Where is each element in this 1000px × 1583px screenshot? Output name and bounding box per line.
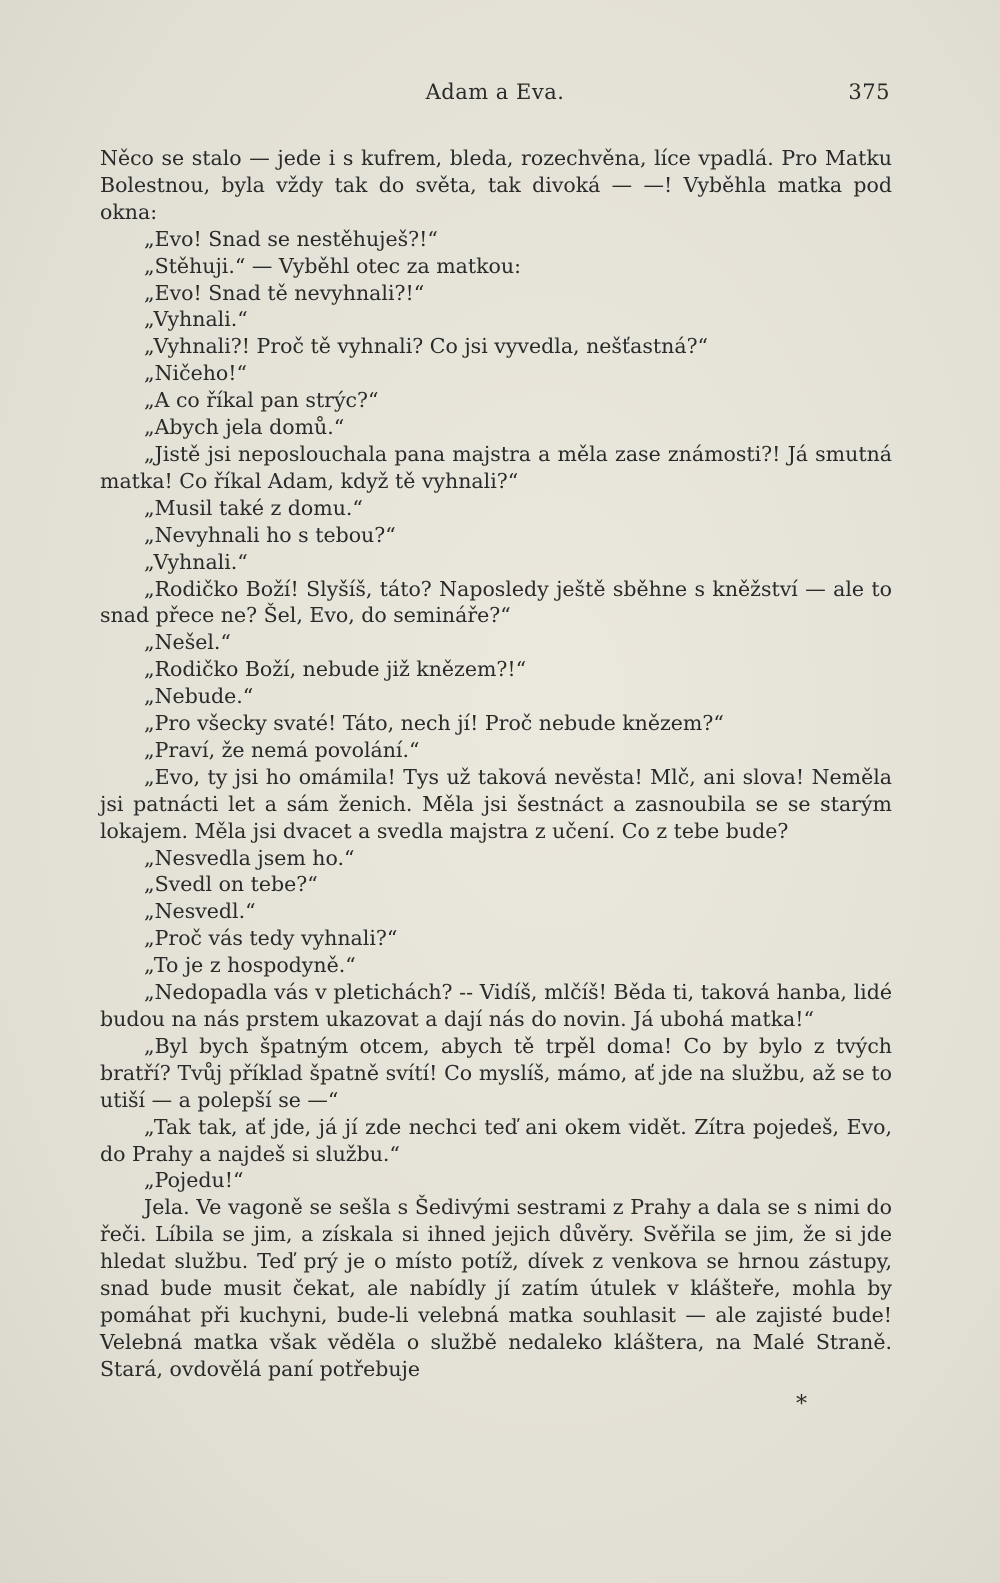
- paragraph: „Vyhnali.“: [144, 549, 248, 574]
- paragraph: „Pro všecky svaté! Táto, nech jí! Proč nebude knězem?“: [144, 711, 724, 736]
- paragraph: „Praví, že nemá povolání.“: [144, 737, 420, 762]
- running-title: Adam a Eva.: [425, 80, 565, 104]
- paragraph: „Evo, ty jsi ho omámila! Tys už taková nevěsta! Mlč, ani slova! Neměla jsi patnácti let a sám ženich. Měla jsi šestnáct a zasnoubila se se starým lokajem. Měla jsi dvacet a svedla majstra z učení. Co z tebe bude?: [100, 764, 892, 843]
- paragraph: „Vyhnali.“: [144, 307, 248, 332]
- page-number: 375: [848, 80, 890, 104]
- paragraph: „To je z hospodyně.“: [144, 953, 356, 978]
- paragraph: „Musil také z domu.“: [144, 495, 363, 520]
- paragraph: „Byl bych špatným otcem, abych tě trpěl doma! Co by bylo z tvých bratří? Tvůj příklad špatně svítí! Co myslíš, mámo, ať jde na službu, až se to utiší — a polepší se —“: [100, 1033, 892, 1112]
- paragraph: „Rodičko Boží! Slyšíš, táto? Naposledy ještě sběhne s kněžství — ale to snad přece ne? Šel, Evo, do semináře?“: [100, 576, 892, 628]
- paragraph: „Evo! Snad tě nevyhnali?!“: [144, 280, 425, 305]
- body-text: [100, 145, 892, 1383]
- paragraph: „Nešel.“: [144, 630, 231, 655]
- paragraph: „Pojedu!“: [144, 1168, 244, 1193]
- paragraph: „Nebude.“: [144, 684, 254, 709]
- printer-signature-mark: *: [796, 1392, 807, 1417]
- paragraph: „Nedopadla vás v pletichách? -- Vidíš, mlčíš! Běda ti, taková hanba, lidé budou na nás prstem ukazovat a dají nás do novin. Já ubohá matka!“: [100, 980, 892, 1031]
- paragraph: Jela. Ve vagoně se sešla s Šedivými sestrami z Prahy a dala se s nimi do řeči. Líbila se jim, a získala si ihned jejich důvěry. Svěřila se jim, že si jde hledat službu. Teď prý je o místo potíž, dívek z venkova se hrnou zástupy, snad bude musit čekat, ale nabídly jí zatím útulek v klášteře, mohla by pomáhat při kuchyni, bude-li velebná matka souhlasit — ale zajisté bude! Velebná matka však věděla o službě nedaleko kláštera, na Malé Straně. Stará, ovdovělá paní potřebuje: [100, 1195, 892, 1381]
- paragraph: „A co říkal pan strýc?“: [144, 388, 379, 413]
- paragraph: „Vyhnali?! Proč tě vyhnali? Co jsi vyvedla, nešťastná?“: [144, 334, 709, 359]
- paragraph: „Tak tak, ať jde, já jí zde nechci teď ani okem vidět. Zítra pojedeš, Evo, do Prahy a najdeš si službu.“: [100, 1114, 892, 1166]
- paragraph: „Jistě jsi neposlouchala pana majstra a měla zase známosti?! Já smutná matka! Co říkal Adam, když tě vyhnali?“: [100, 441, 892, 493]
- paragraph: „Svedl on tebe?“: [144, 872, 318, 897]
- paragraph: Něco se stalo — jede i s kufrem, bleda, rozechvěna, líce vpadlá. Pro Matku Bolestnou, byla vždy tak do světa, tak divoká — —! Vyběhla matka pod okna:: [100, 146, 892, 224]
- paragraph: „Evo! Snad se nestěhuješ?!“: [144, 226, 438, 251]
- paragraph: „Nesvedla jsem ho.“: [144, 845, 355, 870]
- paragraph: „Stěhuji.“ — Vyběhl otec za matkou:: [144, 253, 521, 278]
- paragraph: „Nesvedl.“: [144, 899, 256, 924]
- running-head: [100, 80, 890, 108]
- paragraph: „Nevyhnali ho s tebou?“: [144, 522, 396, 547]
- paragraph: „Rodičko Boží, nebude již knězem?!“: [144, 657, 527, 682]
- paragraph: „Abych jela domů.“: [144, 415, 345, 440]
- paragraph: „Ničeho!“: [144, 361, 247, 386]
- paragraph: „Proč vás tedy vyhnali?“: [144, 926, 398, 951]
